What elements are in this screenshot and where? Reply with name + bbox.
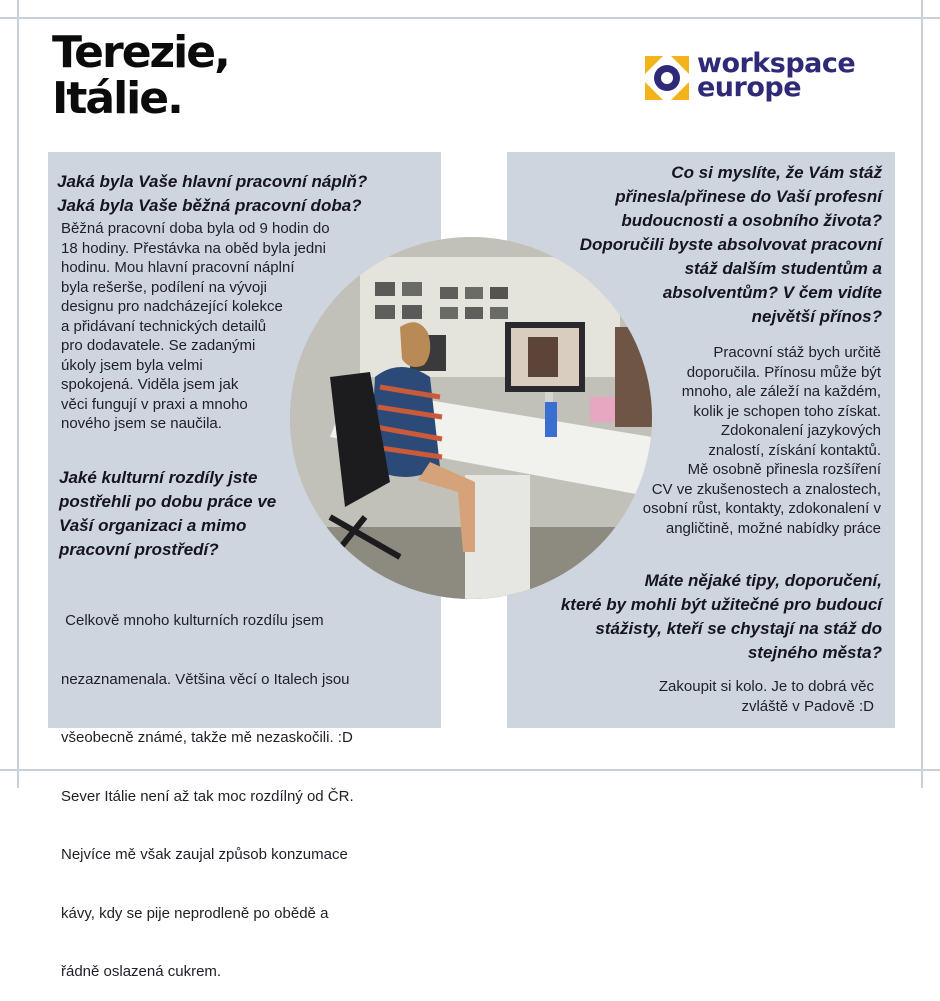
- text-line: osobní růst, kontakty, zdokonalení v: [642, 500, 881, 517]
- text-line: Máte nějaké tipy, doporučení,: [644, 571, 882, 590]
- frame-line-top: [0, 17, 940, 19]
- text-line: byla rešerše, podílení na vývoji: [61, 278, 267, 296]
- text-line: 18 hodiny. Přestávka na oběd byla jedni: [61, 239, 326, 257]
- logo-text-line-2: europe: [697, 72, 802, 103]
- text-line: úkoly jsem byla velmi: [61, 356, 203, 374]
- text-line: řádně oslazená cukrem.: [61, 963, 222, 980]
- logo-mark-icon: [645, 56, 689, 100]
- text-line: stážisty, kteří se chystají na stáž do: [595, 619, 882, 638]
- text-line: Mě osobně přinesla rozšíření: [687, 461, 881, 478]
- text-line: největší přínos?: [751, 307, 882, 326]
- text-line: budoucnosti a osobního života?: [621, 211, 882, 230]
- text-line: postřehli po dobu práce ve: [59, 492, 277, 511]
- text-line: stáž dalším studentům a: [684, 259, 882, 278]
- text-line: absolventům? V čem vidíte: [662, 283, 882, 302]
- logo-wordmark: [697, 48, 856, 103]
- text-line: Vaší organizaci a mimo: [59, 516, 247, 535]
- workspace-europe-logo: [645, 48, 875, 104]
- left-answer-2: [61, 572, 354, 1001]
- text-line: CV ve zkušenostech a znalostech,: [651, 480, 881, 498]
- text-line: Zakoupit si kolo. Je to dobrá věc: [658, 678, 874, 695]
- text-line: Jaká byla Vaše běžná pracovní doba?: [57, 196, 362, 215]
- right-question-2: [561, 569, 882, 665]
- text-line: všeobecně známé, takže mě nezaskočili. :D: [61, 729, 353, 746]
- text-line: Co si myslíte, že Vám stáž: [671, 163, 882, 182]
- page-title: [52, 27, 229, 124]
- text-line: Celkově mnoho kulturních rozdílu jsem: [61, 612, 324, 629]
- right-answer-1: [643, 343, 881, 538]
- text-line: stejného města?: [747, 643, 882, 662]
- text-line: mnoho, ale záleží na každém,: [681, 383, 881, 400]
- text-line: Běžná pracovní doba byla od 9 hodin do: [61, 220, 330, 237]
- text-line: Sever Itálie není až tak moc rozdílný od ČR.: [61, 787, 354, 805]
- text-line: nového jsem se naučila.: [61, 415, 222, 432]
- text-line: Pracovní stáž bych určitě: [713, 344, 881, 361]
- text-line: doporučila. Přínosu může být: [686, 363, 881, 381]
- text-line: znalostí, získání kontaktů.: [708, 441, 881, 459]
- logo-text-line-1: workspace: [697, 48, 856, 79]
- left-question-2: [59, 466, 276, 562]
- text-line: hodinu. Mou hlavní pracovní náplní: [61, 259, 295, 276]
- text-line: nezaznamenala. Většina věcí o Italech jsou: [61, 670, 350, 688]
- text-line: zvláště v Padově :D: [741, 697, 874, 715]
- text-line: a přidávaní technických detailů: [61, 317, 267, 335]
- text-line: kávy, kdy se pije neprodleně po obědě a: [61, 904, 329, 922]
- text-line: designu pro nadcházející kolekce: [61, 298, 283, 315]
- title-line-1: Terezie,: [52, 27, 229, 78]
- title-line-2: Itálie.: [52, 73, 182, 124]
- right-question-1: [580, 161, 882, 329]
- right-answer-2: [659, 677, 874, 716]
- text-line: Jaká byla Vaše hlavní pracovní náplň?: [57, 172, 368, 191]
- text-line: Nejvíce mě však zaujal způsob konzumace: [61, 846, 348, 863]
- text-line: angličtině, možné nabídky práce: [665, 519, 881, 537]
- text-line: Jaké kulturní rozdíly jste: [59, 468, 258, 487]
- left-answer-1: [61, 219, 330, 434]
- text-line: pro dodavatele. Se zadanými: [61, 337, 256, 354]
- text-line: spokojená. Viděla jsem jak: [61, 376, 239, 393]
- frame-line-left: [17, 0, 19, 788]
- text-line: přinesla/přinese do Vaší profesní: [615, 187, 882, 206]
- frame-line-right: [921, 0, 923, 788]
- left-question-1: [57, 170, 367, 218]
- text-line: věci fungují v praxi a mnoho: [61, 395, 248, 413]
- text-line: pracovní prostředí?: [59, 540, 219, 559]
- text-line: kolik je schopen toho získat.: [693, 402, 881, 420]
- text-line: Zdokonalení jazykových: [720, 422, 881, 439]
- text-line: Doporučili byste absolvovat pracovní: [579, 235, 882, 254]
- text-line: které by mohli být užitečné pro budoucí: [560, 595, 882, 614]
